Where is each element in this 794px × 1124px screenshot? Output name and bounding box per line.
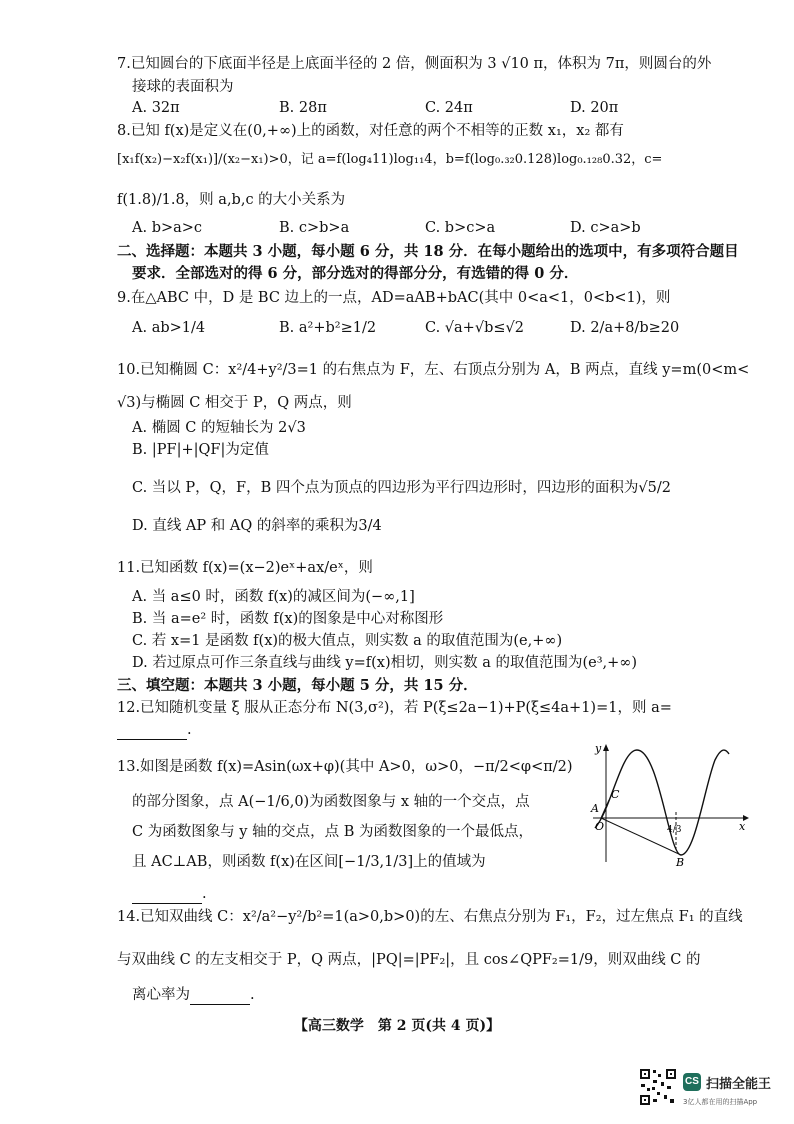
section3-heading: 三、填空题：本题共 3 小题，每小题 5 分，共 15 分． (117, 677, 478, 694)
q11-option-d: D. 若过原点可作三条直线与曲线 y=f(x)相切，则实数 a 的取值范围为(e³,+∞) (132, 655, 638, 671)
q8-option-b: B. c>b>a (279, 220, 350, 236)
q11-option-b: B. 当 a=e² 时，函数 f(x)的图象是中心对称图形 (132, 611, 444, 627)
label-b: B (676, 856, 685, 868)
q11-line1: 11.已知函数 f(x)=(x−2)eˣ+ax/eˣ，则 (117, 560, 373, 576)
q13-line2: 的部分图象，点 A(−1/6,0)为函数图象与 x 轴的一个交点，点 (132, 794, 530, 810)
q14-line3 (132, 985, 255, 1005)
q13-line3: C 为函数图象与 y 轴的交点，点 B 为函数图象的一个最低点， (132, 824, 533, 840)
label-o: O (595, 820, 605, 833)
q10-option-a: A. 椭圆 C 的短轴长为 2√3 (132, 420, 306, 436)
function-graph (573, 740, 753, 868)
q14-period: . (250, 987, 255, 1003)
camscanner-logo: CS (683, 1073, 701, 1091)
label-y: y (595, 742, 602, 755)
label-tick: 4/3 (667, 825, 682, 835)
page-footer: 【高三数学 第 2 页(共 4 页)】 (293, 1018, 501, 1034)
q13-period: . (202, 886, 207, 902)
q7-line1: 7.已知圆台的下底面半径是上底面半径的 2 倍，侧面积为 3 √10 π，体积为 7π，则圆台的外 (117, 56, 712, 72)
q10-line1: 10.已知椭圆 C：x²/4+y²/3=1 的右焦点为 F，左、右顶点分别为 A，B 两点，直线 y=m(0<m< (117, 362, 750, 378)
q13-answer (132, 884, 207, 904)
q13-line4: 且 AC⊥AB，则函数 f(x)在区间[−1/3,1/3]上的值域为 (132, 854, 486, 870)
q14-prompt: 离心率为 (132, 987, 190, 1003)
camscanner-tagline: 3亿人都在用的扫描App (683, 1098, 758, 1106)
y-axis-arrow (603, 744, 609, 751)
q8-line1: 8.已知 f(x)是定义在(0,+∞)上的函数，对任意的两个不相等的正数 x₁，x₂ 都有 (117, 123, 624, 139)
q12-period: . (187, 722, 192, 738)
label-a: A (591, 802, 599, 815)
q11-option-c: C. 若 x=1 是函数 f(x)的极大值点，则实数 a 的取值范围为(e,+∞) (132, 633, 563, 649)
q9-option-d: D. 2/a+8/b≥20 (570, 320, 680, 336)
q13-answer-blank[interactable] (132, 885, 202, 904)
q14-answer-blank[interactable] (190, 986, 250, 1005)
q12-answer (117, 720, 192, 740)
q10-option-d: D. 直线 AP 和 AQ 的斜率的乘积为3/4 (132, 518, 382, 534)
q10-line2: √3)与椭圆 C 相交于 P，Q 两点，则 (117, 395, 352, 411)
q12-answer-blank[interactable] (117, 721, 187, 740)
section2-heading: 二、选择题：本题共 3 小题，每小题 6 分，共 18 分．在每小题给出的选项中，有多项符合题目 (117, 243, 739, 260)
q7-option-c: C. 24π (425, 100, 473, 116)
q10-option-b: B. |PF|+|QF|为定值 (132, 442, 269, 458)
q13-line1: 13.如图是函数 f(x)=Asin(ωx+φ)(其中 A>0，ω>0，−π/2<φ<π/2) (117, 759, 573, 775)
q7-option-b: B. 28π (279, 100, 327, 116)
q8-line3: f(1.8)/1.8，则 a,b,c 的大小关系为 (117, 192, 346, 208)
label-c: C (611, 788, 620, 801)
q8-option-d: D. c>a>b (570, 220, 641, 236)
q9-option-c: C. √a+√b≤√2 (425, 320, 524, 336)
section2-instructions: 要求．全部选对的得 6 分，部分选对的得部分分，有选错的得 0 分． (132, 265, 579, 282)
q14-line1: 14.已知双曲线 C：x²/a²−y²/b²=1(a>0,b>0)的左、右焦点分别为 F₁，F₂，过左焦点 F₁ 的直线 (117, 909, 743, 925)
q11-option-a: A. 当 a≤0 时，函数 f(x)的减区间为(−∞,1] (132, 589, 415, 605)
q7-line2: 接球的表面积为 (132, 79, 234, 95)
q7-option-a: A. 32π (132, 100, 180, 116)
qr-code-icon (639, 1068, 677, 1106)
q9-option-b: B. a²+b²≥1/2 (279, 320, 377, 336)
segment-ab (601, 818, 681, 855)
sine-curve (595, 750, 729, 855)
q12-line1: 12.已知随机变量 ξ 服从正态分布 N(3,σ²)，若 P(ξ≤2a−1)+P(ξ≤4a+1)=1，则 a= (117, 700, 672, 716)
q10-option-c: C. 当以 P，Q，F，B 四个点为顶点的四边形为平行四边形时，四边形的面积为√5/2 (132, 480, 671, 496)
camscanner-name: 扫描全能王 (706, 1077, 772, 1092)
q8-line2: [x₁f(x₂)−x₂f(x₁)]/(x₂−x₁)>0，记 a=f(log₄11)log₁₁4，b=f(log₀.₃₂0.128)log₀.₁₂₈0.32，c= (117, 152, 663, 167)
q9-line1: 9.在△ABC 中，D 是 BC 边上的一点，AD=aAB+bAC(其中 0<a<1，0<b<1)，则 (117, 290, 671, 306)
q7-option-d: D. 20π (570, 100, 619, 116)
q8-option-a: A. b>a>c (132, 220, 203, 236)
segment-ac (601, 800, 609, 818)
q14-line2: 与双曲线 C 的左支相交于 P，Q 两点，|PQ|=|PF₂|，且 cos∠QPF₂=1/9，则双曲线 C 的 (117, 952, 701, 968)
label-x: x (739, 820, 746, 833)
q9-option-a: A. ab>1/4 (132, 320, 206, 336)
q8-option-c: C. b>c>a (425, 220, 496, 236)
